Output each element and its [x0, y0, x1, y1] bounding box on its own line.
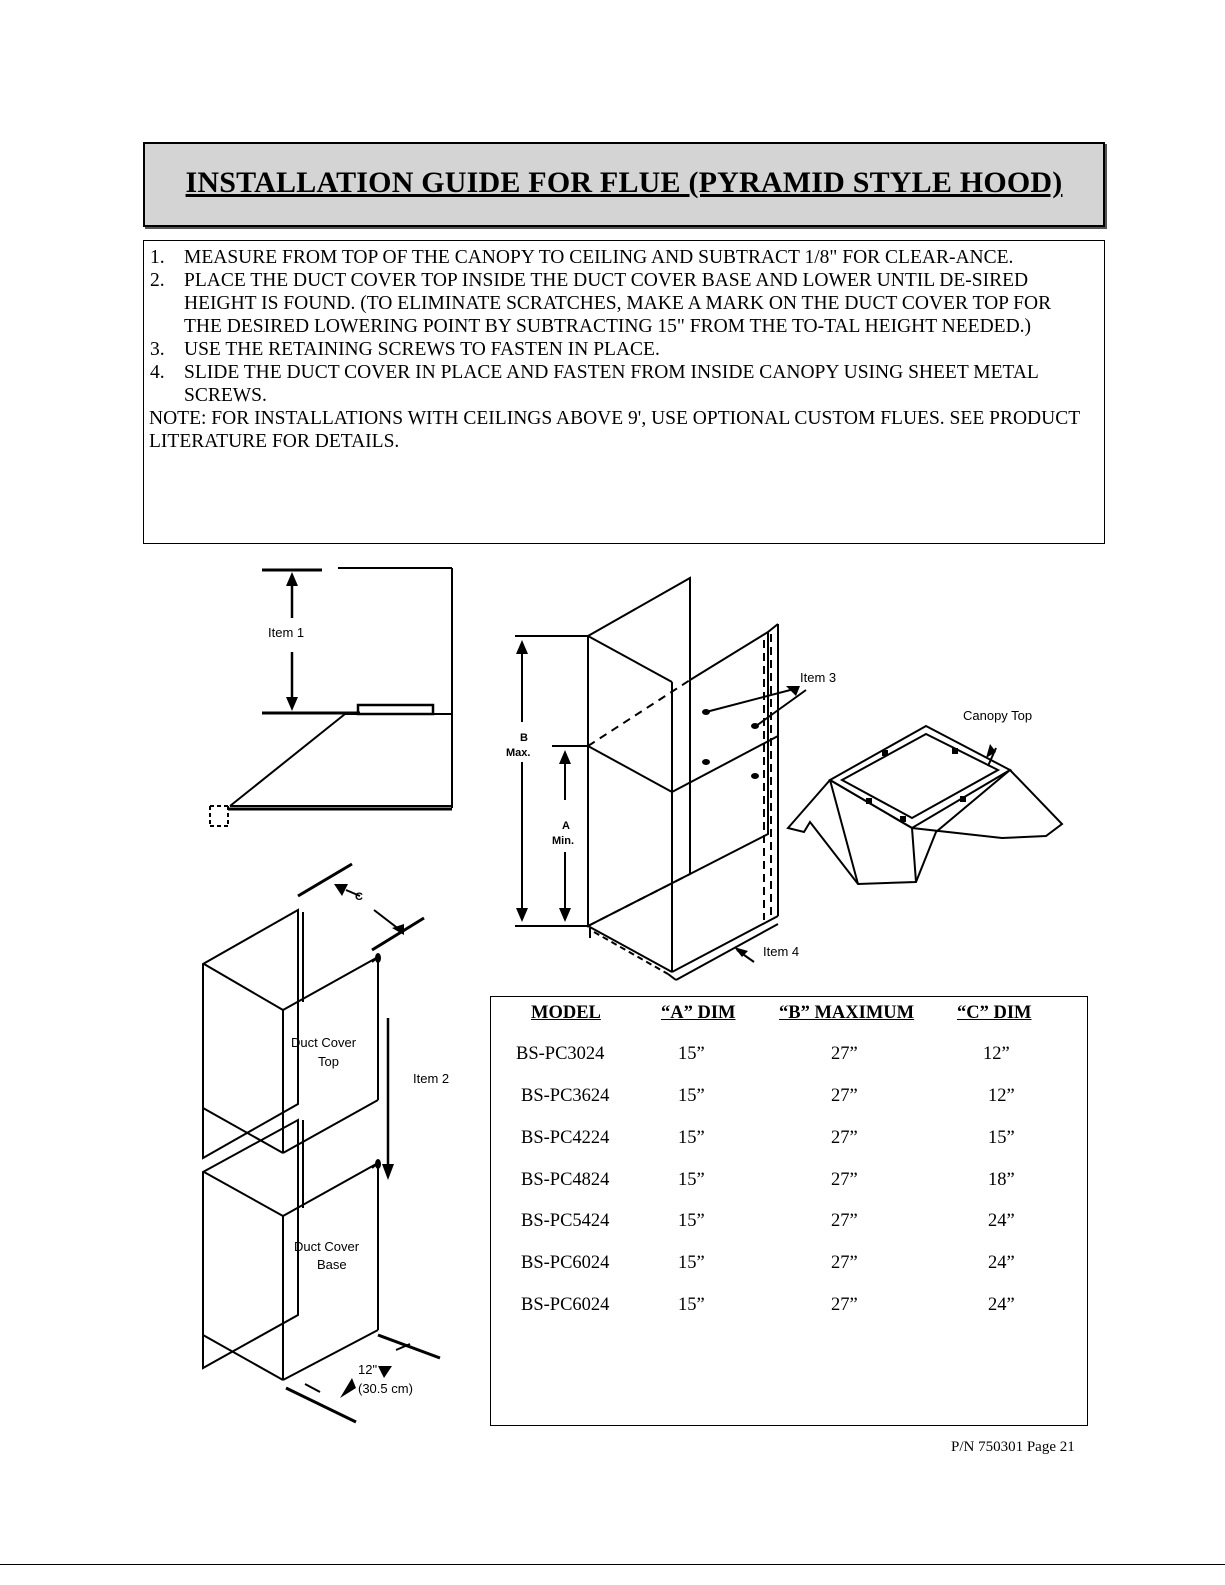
label-a-min: Min.	[552, 835, 574, 847]
table-cell-b: 27”	[831, 1295, 858, 1315]
table-cell-a: 15”	[678, 1170, 705, 1190]
label-item-2: Item 2	[413, 1071, 450, 1086]
table-cell-a: 15”	[678, 1253, 705, 1273]
table-cell-a: 15”	[678, 1295, 705, 1315]
step-text: PLACE THE DUCT COVER TOP INSIDE THE DUCT COVER BASE AND LOWER UNTIL DE-SIRED HEIGHT IS FOUND. (TO ELIMINATE SCRATCHES, MAKE A MARK ON THE DUCT COVER TOP FOR THE DESIRED LOWERING POINT BY SUBTRACTING 15" FROM THE TO-TAL HEIGHT NEEDED.)	[184, 270, 1052, 337]
step-text: USE THE RETAINING SCREWS TO FASTEN IN PLACE.	[184, 339, 660, 360]
label-width-inches: 12"	[358, 1362, 378, 1377]
table-cell-a: 15”	[678, 1128, 705, 1148]
table-cell-b: 27”	[831, 1170, 858, 1190]
page-footer: P/N 750301 Page 21	[951, 1439, 1075, 1455]
canopy-drawing	[788, 726, 1062, 884]
label-duct-top-line1: Duct Cover	[291, 1035, 357, 1050]
label-item-4: Item 4	[763, 944, 800, 959]
label-item-3: Item 3	[800, 670, 837, 685]
note-text: NOTE: FOR INSTALLATIONS WITH CEILINGS ABOVE 9', USE OPTIONAL CUSTOM FLUES. SEE PRODUCT LITERATURE FOR DETAILS.	[149, 408, 1080, 452]
table-cell-b: 27”	[831, 1253, 858, 1273]
label-duct-top-line2: Top	[318, 1054, 339, 1069]
table-cell-a: 15”	[678, 1086, 705, 1106]
table-cell-a: 15”	[678, 1211, 705, 1231]
table-cell-c: 24”	[988, 1295, 1015, 1315]
label-b-max: Max.	[506, 747, 531, 759]
label-c: C	[355, 891, 363, 903]
bottom-divider	[0, 1564, 1225, 1565]
table-cell-b: 27”	[831, 1044, 858, 1064]
label-width-cm: (30.5 cm)	[358, 1381, 413, 1396]
label-duct-base-line1: Duct Cover	[294, 1239, 360, 1254]
label-b: B	[520, 732, 528, 744]
table-cell-c: 12”	[983, 1044, 1010, 1064]
table-cell-a: 15”	[678, 1044, 705, 1064]
table-cell-model: BS-PC5424	[521, 1211, 610, 1231]
table-cell-model: BS-PC4824	[521, 1170, 610, 1190]
table-cell-c: 12”	[988, 1086, 1015, 1106]
duct-cover-top-drawing	[203, 910, 378, 1158]
duct-assembly	[515, 578, 806, 980]
label-canopy-top: Canopy Top	[963, 708, 1033, 723]
table-cell-b: 27”	[831, 1128, 858, 1148]
label-item-1: Item 1	[268, 625, 305, 640]
table-cell-model: BS-PC4224	[521, 1128, 610, 1148]
step-number: 2.	[150, 270, 165, 291]
table-header-a-dim: “A” DIM	[661, 1003, 736, 1023]
step-text: SLIDE THE DUCT COVER IN PLACE AND FASTEN FROM INSIDE CANOPY USING SHEET METAL SCREWS.	[184, 362, 1039, 406]
step-number: 4.	[150, 362, 165, 383]
table-cell-c: 15”	[988, 1128, 1015, 1148]
table-cell-b: 27”	[831, 1086, 858, 1106]
step-number: 3.	[150, 339, 165, 360]
table-header-b-max: “B” MAXIMUM	[779, 1003, 915, 1023]
table-cell-model: BS-PC6024	[521, 1295, 610, 1315]
model-dimension-table	[490, 996, 1088, 1426]
table-header-model: MODEL	[531, 1003, 601, 1023]
page-title: INSTALLATION GUIDE FOR FLUE (PYRAMID STYLE HOOD)	[185, 166, 1063, 199]
table-cell-b: 27”	[831, 1211, 858, 1231]
table-cell-c: 24”	[988, 1211, 1015, 1231]
step-number: 1.	[150, 247, 165, 268]
label-duct-base-line2: Base	[317, 1257, 347, 1272]
table-header-c-dim: “C” DIM	[957, 1003, 1032, 1023]
table-cell-model: BS-PC3024	[516, 1044, 605, 1064]
step-text: MEASURE FROM TOP OF THE CANOPY TO CEILING AND SUBTRACT 1/8" FOR CLEAR-ANCE.	[184, 247, 1014, 268]
hood-side-view	[210, 568, 452, 826]
table-cell-c: 18”	[988, 1170, 1015, 1190]
table-cell-c: 24”	[988, 1253, 1015, 1273]
table-cell-model: BS-PC3624	[521, 1086, 610, 1106]
table-cell-model: BS-PC6024	[521, 1253, 610, 1273]
label-a: A	[562, 820, 570, 832]
